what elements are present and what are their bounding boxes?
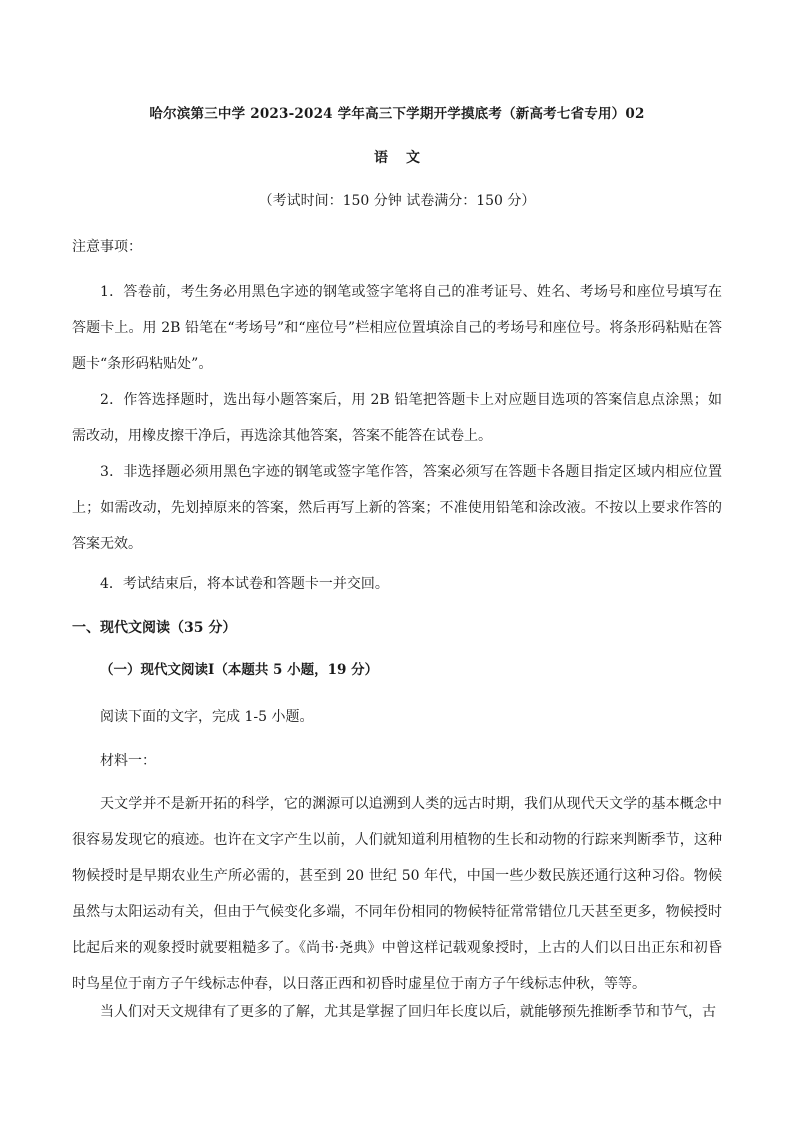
- notice-item-2: 2．作答选择题时，选出每小题答案后，用 2B 铅笔把答题卡上对应题目选项的答案信息点涂黑；如需改动，用橡皮擦干净后，再选涂其他答案，答案不能答在试卷上。: [72, 392, 722, 444]
- material-paragraph-2: 当人们对天文规律有了更多的了解，尤其是掌握了回归年长度以后，就能够预先推断季节和节气，古: [100, 1004, 716, 1020]
- notice-heading: 注意事项：: [72, 239, 142, 255]
- material-paragraph-1: 天文学并不是新开拓的科学，它的渊源可以追溯到人类的远古时期，我们从现代天文学的基本概念中很容易发现它的痕迹。也许在文字产生以前，人们就知道利用植物的生长和动物的行踪来判断季节，这种物候授时是早期农业生产所必需的，甚至到 20 世纪 50 年代，中国一些少数民族还通行这种习俗。物候虽然与太阳运动有关，但由于气候变化多端，不同年份相同的物候特征常常错位几天甚至更多，物候授时比起后来的观象授时就要粗糙多了。《尚书·尧典》中曾这样记载观象授时，上古的人们以日出正东和初昏时鸟星位于南方子午线标志仲春，以日落正西和初昏时虚星位于南方子午线标志仲秋，等等。: [72, 796, 722, 992]
- notice-item-4: 4．考试结束后，将本试卷和答题卡一并交回。: [100, 576, 389, 592]
- subsection-heading: （一）现代文阅读Ⅰ（本题共 5 小题，19 分）: [100, 662, 379, 678]
- exam-info: （考试时间：150 分钟 试卷满分：150 分）: [258, 193, 536, 209]
- reading-instruction: 阅读下面的文字，完成 1-5 小题。: [100, 709, 314, 725]
- subject-title: 语文: [374, 150, 438, 166]
- exam-title: 哈尔滨第三中学 2023-2024 学年高三下学期开学摸底考（新高考七省专用）02: [149, 106, 645, 122]
- section-heading: 一、现代文阅读（35 分）: [72, 620, 237, 636]
- notice-item-1: 1．答卷前，考生务必用黑色字迹的钢笔或签字笔将自己的准考证号、姓名、考场号和座位号填写在答题卡上。用 2B 铅笔在“考场号”和“座位号”栏相应位置填涂自己的考场号和座位号。将条形码粘贴在答题卡“条形码粘贴处”。: [72, 284, 722, 372]
- notice-item-3: 3．非选择题必须用黑色字迹的钢笔或签字笔作答，答案必须写在答题卡各题目指定区域内相应位置上；如需改动，先划掉原来的答案，然后再写上新的答案；不准使用铅笔和涂改液。不按以上要求作答的答案无效。: [72, 464, 722, 552]
- material-label: 材料一：: [100, 753, 156, 769]
